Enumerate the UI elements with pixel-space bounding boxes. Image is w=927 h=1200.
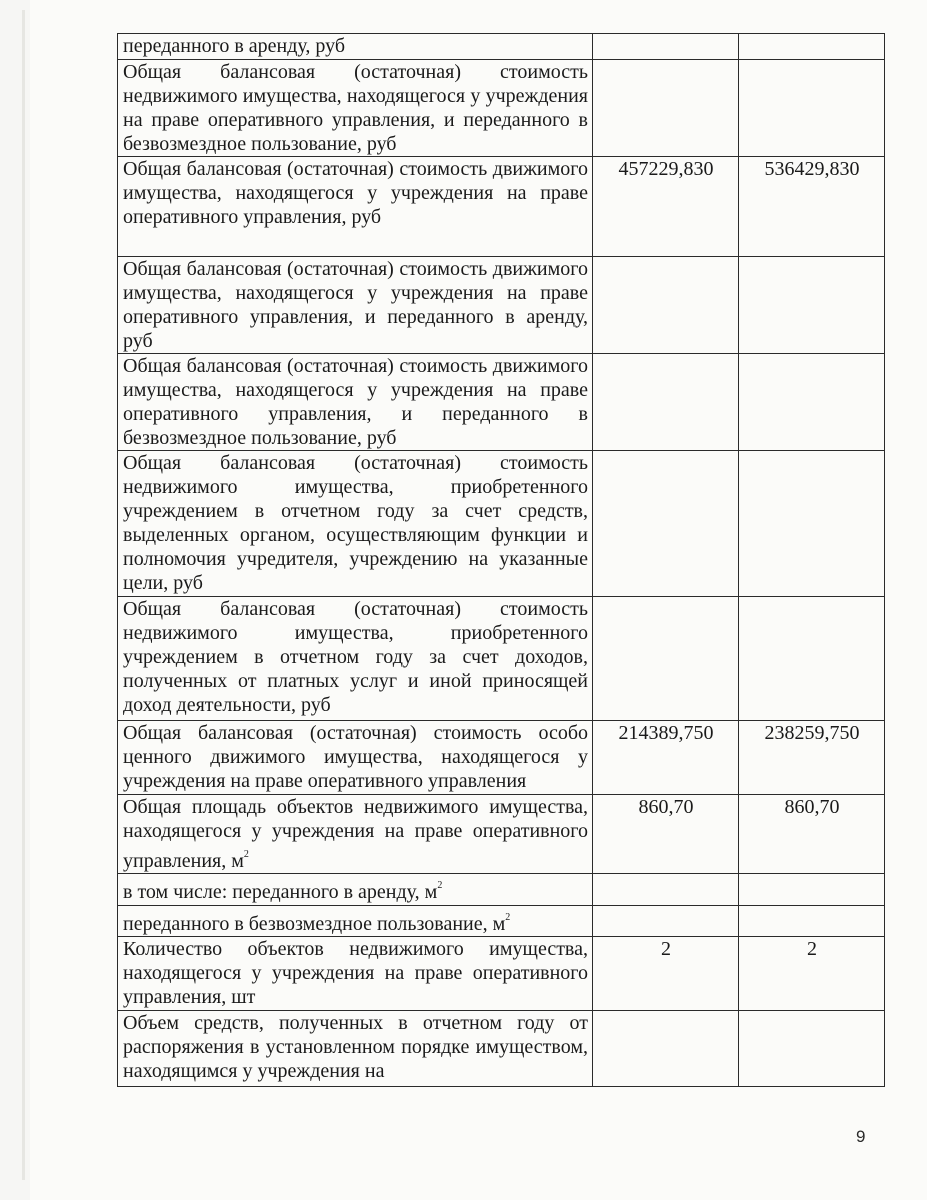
unit-exponent: 2 xyxy=(505,912,511,923)
value-cell-year1 xyxy=(593,451,739,597)
unit-exponent: 2 xyxy=(243,849,249,860)
row-description: Общая балансовая (остаточная) стоимость недвижимого имущества, находящегося у учреждения на праве оперативного управления, и переданного в безвозмездное пользование, руб xyxy=(118,60,593,157)
value-cell-year1: 860,70 xyxy=(593,795,739,874)
value-cell-year1 xyxy=(593,60,739,157)
row-description: Общая балансовая (остаточная) стоимость особо ценного движимого имущества, находящегося у учреждения на праве оперативного управления xyxy=(118,721,593,795)
row-description xyxy=(118,874,593,906)
value-cell-year1: 457229,830 xyxy=(593,157,739,257)
table-row xyxy=(118,1011,885,1087)
row-description: Объем средств, полученных в отчетном году от распоряжения в установленном порядке имуществом, находящимся у учреждения на xyxy=(118,1011,593,1087)
table-row xyxy=(118,34,885,60)
table-row xyxy=(118,937,885,1011)
unit-exponent: 2 xyxy=(437,880,443,891)
table-row xyxy=(118,795,885,874)
value-cell-year2 xyxy=(739,597,885,721)
table-row xyxy=(118,721,885,795)
table-row xyxy=(118,257,885,354)
value-cell-year2: 238259,750 xyxy=(739,721,885,795)
value-cell-year2 xyxy=(739,60,885,157)
value-cell-year2: 2 xyxy=(739,937,885,1011)
value-cell-year2 xyxy=(739,1011,885,1087)
value-cell-year2 xyxy=(739,34,885,60)
table-row xyxy=(118,354,885,451)
value-cell-year1 xyxy=(593,354,739,451)
value-cell-year1: 2 xyxy=(593,937,739,1011)
row-description: Общая балансовая (остаточная) стоимость недвижимого имущества, приобретенного учреждением в отчетном году за счет средств, выделенных органом, осуществляющим функции и полномочия учредителя, учреждению на указанные цели, руб xyxy=(118,451,593,597)
value-cell-year2 xyxy=(739,354,885,451)
page-number: 9 xyxy=(856,1127,866,1146)
table-row xyxy=(118,451,885,597)
row-description: Общая балансовая (остаточная) стоимость движимого имущества, находящегося у учреждения на праве оперативного управления, и переданного в аренду, руб xyxy=(118,257,593,354)
value-cell-year1: 214389,750 xyxy=(593,721,739,795)
row-description xyxy=(118,906,593,937)
row-description: Общая балансовая (остаточная) стоимость движимого имущества, находящегося у учреждения на праве оперативного управления, руб xyxy=(118,157,593,257)
table-row xyxy=(118,906,885,937)
table-row xyxy=(118,597,885,721)
value-cell-year2 xyxy=(739,906,885,937)
row-description: Общая балансовая (остаточная) стоимость недвижимого имущества, приобретенного учреждением в отчетном году за счет доходов, полученных от платных услуг и иной приносящей доход деятельности, руб xyxy=(118,597,593,721)
value-cell-year2 xyxy=(739,874,885,906)
row-text: в том числе: переданного в аренду, м xyxy=(123,881,438,903)
table-row xyxy=(118,157,885,257)
row-text: Общая площадь объектов недвижимого имущества, находящегося у учреждения на праве оперативного управления, м xyxy=(123,796,588,872)
value-cell-year2: 860,70 xyxy=(739,795,885,874)
value-cell-year2: 536429,830 xyxy=(739,157,885,257)
value-cell-year1 xyxy=(593,874,739,906)
row-text: переданного в безвозмездное пользование, м xyxy=(123,913,506,935)
value-cell-year1 xyxy=(593,34,739,60)
property-report-table xyxy=(117,33,885,1087)
value-cell-year1 xyxy=(593,1011,739,1087)
row-description: переданного в аренду, руб xyxy=(118,34,593,60)
table-row xyxy=(118,874,885,906)
value-cell-year2 xyxy=(739,257,885,354)
value-cell-year2 xyxy=(739,451,885,597)
row-description: Количество объектов недвижимого имущества, находящегося у учреждения на праве оперативного управления, шт xyxy=(118,937,593,1011)
value-cell-year1 xyxy=(593,906,739,937)
table-row xyxy=(118,60,885,157)
row-description: Общая балансовая (остаточная) стоимость движимого имущества, находящегося у учреждения на праве оперативного управления, и переданного в безвозмездное пользование, руб xyxy=(118,354,593,451)
value-cell-year1 xyxy=(593,597,739,721)
value-cell-year1 xyxy=(593,257,739,354)
page-edge-shadow xyxy=(22,10,25,1180)
row-description xyxy=(118,795,593,874)
